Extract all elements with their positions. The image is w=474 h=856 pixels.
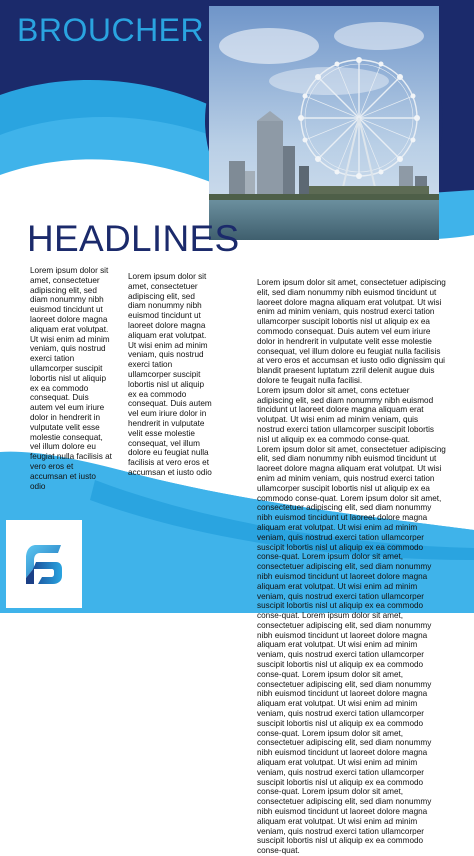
- column-1-text: Lorem ipsum dolor sit amet, consectetuer adipiscing elit, sed diam nonummy nibh euismod tincidunt ut laoreet dolore magna aliquam erat volutpat. Ut wisi enim ad minim veniam, quis nostrud exerci tation ullamcorper suscipit lobortis nisl ut aliquip ex ea commodo consequat. Duis autem vel eum iriure dolor in hendrerit in vulputate velit esse molestie consequat, vel illum dolore eu feugiat nulla facilisis at vero eros et accumsan et iusto odio: [30, 266, 112, 491]
- stylized-f-logo-icon: [6, 520, 82, 608]
- text-column-1: [30, 266, 112, 491]
- text-column-3: [257, 278, 447, 856]
- headline: HEADLINES: [27, 218, 240, 259]
- text-column-2: [128, 272, 213, 478]
- column-2-text: Lorem ipsum dolor sit amet, consectetuer adipiscing elit, sed diam nonummy nibh euismod tincidunt ut laoreet dolore magna aliquam erat volutpat. Ut wisi enim ad minim veniam, quis nostrud exerci tation ullamcorper suscipit lobortis nisl ut aliquip ex ea commodo consequat. Duis autem vel eum iriure dolor in hendrerit in vulputate velit esse molestie consequat, vel illum dolore eu feugiat nulla facilisis at vero eros et accumsan et iusto odio: [128, 272, 212, 477]
- column-3-paragraph: Lorem ipsum dolor sit amet, consectetuer adipiscing elit, sed diam nonummy nibh euismod tincidunt ut laoreet dolore magna aliquam erat volutpat. Ut wisi enim ad minim veniam, quis nostrud exerci tation ullamcorper suscipit lobortis nisl ut aliquip ex ea commodo conse-quat. Lorem ipsum dolor sit amet, consectetuer adipiscing elit, sed diam nonummy nibh euismod tincidunt ut laoreet dolore magna aliquam erat volutpat. Ut wisi enim ad minim veniam, quis nostrud exerci tation ullamcorper suscipit lobortis nisl ut aliquip ex ea commodo conse-quat. Lorem ipsum dolor sit amet, consectetuer adipiscing elit, sed diam nonummy nibh euismod tincidunt ut laoreet dolore magna aliquam erat volutpat. Ut wisi enim ad minim veniam, quis nostrud exerci tation ullamcorper suscipit lobortis nisl ut aliquip ex ea commodo conse-quat. Lorem ipsum dolor sit amet, consectetuer adipiscing elit, sed diam nonummy nibh euismod tincidunt ut laoreet dolore magna aliquam erat volutpat. Ut wisi enim ad minim veniam, quis nostrud exerci tation ullamcorper suscipit lobortis nisl ut aliquip ex ea commodo conse-quat. Lorem ipsum dolor sit amet, consectetuer adipiscing elit, sed diam nonummy nibh euismod tincidunt ut laoreet dolore magna aliquam erat volutpat. Ut wisi enim ad minim veniam, quis nostrud exerci tation ullamcorper suscipit lobortis nisl ut aliquip ex ea commodo conse-quat. Lorem ipsum dolor sit amet, consectetuer adipiscing elit, sed diam nonummy nibh euismod tincidunt ut laoreet dolore magna aliquam erat volutpat. Ut wisi enim ad minim veniam, quis nostrud exerci tation ullamcorper suscipit lobortis nisl ut aliquip ex ea commodo conse-quat. Lorem ipsum dolor sit amet, consectetuer adipiscing elit, sed diam nonummy nibh euismod tincidunt ut laoreet dolore magna aliquam erat volutpat. Ut wisi enim ad minim veniam, quis nostrud exerci tation ullamcorper suscipit lobortis nisl ut aliquip ex ea commodo conse-quat.: [257, 444, 446, 856]
- brochure-title: BROUCHER: [17, 12, 205, 48]
- column-3-paragraph: Lorem ipsum dolor sit amet, cons ectetuer adipiscing elit, sed diam nonummy nibh euismod tincidunt ut laoreet dolore magna aliquam erat volutpat. Ut wisi enim ad minim veniam, quis nostrud exerci tation ullamcorper suscipit lobortis nisl ut aliquip ex ea commodo conse-quat.: [257, 385, 435, 444]
- logo-box: [6, 520, 82, 608]
- photo-frame: [205, 2, 443, 240]
- ferris-wheel-photo: [209, 6, 439, 236]
- column-3-paragraph: Lorem ipsum dolor sit amet, consectetuer adipiscing elit, sed diam nonummy nibh euismod tincidunt ut laoreet dolore magna aliquam erat volutpat. Ut wisi enim ad minim veniam, quis nostrud exerci tation ullamcorper suscipit lobortis nisl ut aliquip ex ea commodo consequat. Duis autem vel eum iriure dolor in hendrerit in vulputate velit esse molestie consequat, vel illum dolore eu feugiat nulla facilisis at vero eros et accumsan et iusto odio dignissim qui blandit praesent luptatum zzril delenit augue duis dolore te feugait nulla facilisi.: [257, 278, 446, 385]
